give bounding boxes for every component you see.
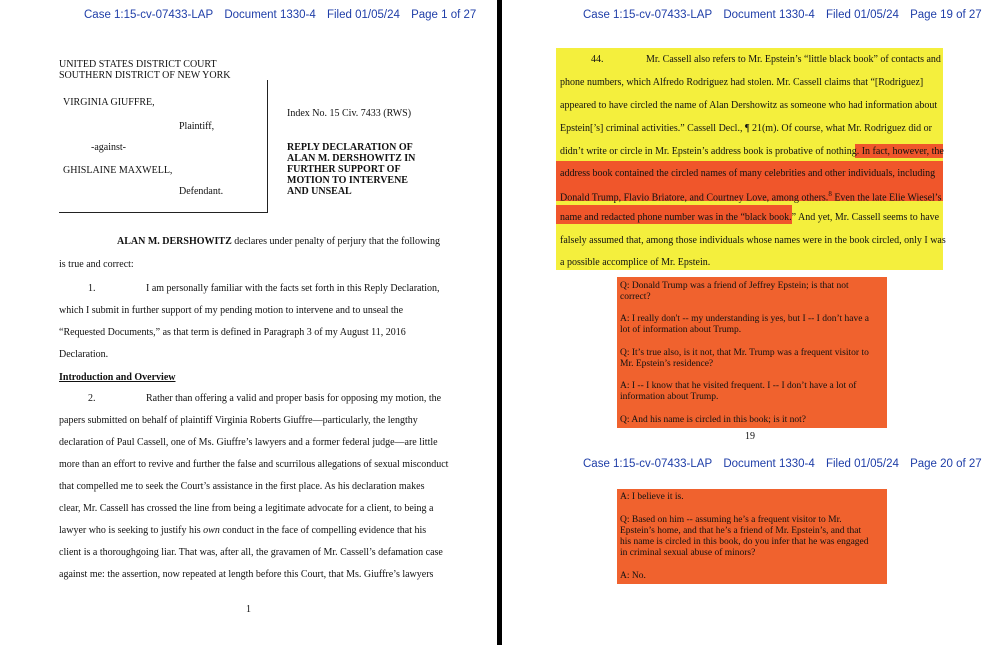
para2-line: Rather than offering a valid and proper basis for opposing my motion, the bbox=[146, 393, 442, 404]
case-number: Case 1:15-cv-07433-LAP bbox=[583, 458, 713, 470]
para1-line: which I submit in further support of my pending motion to intervene and to unseal the bbox=[59, 305, 404, 316]
text-span: And yet, Mr. Cassell seems to have bbox=[796, 212, 940, 223]
para44-line bbox=[560, 146, 944, 157]
text-span: In fact, however, the bbox=[861, 146, 944, 157]
para44-line: Epstein[’s] criminal activities.” Cassell Decl., ¶ 21(m). Of course, what Mr. Rodriguez did or bbox=[560, 123, 932, 134]
document-number: Document 1330-4 bbox=[723, 9, 815, 21]
filed-date: Filed 01/05/24 bbox=[825, 9, 899, 21]
para44-line: falsely assumed that, among those individuals whose names were in the book circled, only I was bbox=[560, 235, 946, 246]
para1-line: Declaration. bbox=[59, 349, 109, 360]
case-number: Case 1:15-cv-07433-LAP bbox=[583, 9, 713, 21]
intro-text: declares under penalty of perjury that the following bbox=[231, 236, 441, 247]
deposition-line: in criminal sexual abuse of minors? bbox=[620, 548, 756, 558]
case-header bbox=[583, 9, 990, 21]
title-line: MOTION TO INTERVENE bbox=[287, 175, 408, 186]
deposition-line: A: I believe it is. bbox=[620, 492, 684, 502]
title-line: FURTHER SUPPORT OF bbox=[287, 164, 401, 175]
deposition-line: Q: And his name is circled in this book; is it not? bbox=[620, 415, 807, 425]
against-label: -against- bbox=[91, 142, 126, 153]
para44-line bbox=[560, 212, 939, 223]
document-number: Document 1330-4 bbox=[224, 9, 316, 21]
deposition-line: A: No. bbox=[620, 571, 646, 581]
title-line: AND UNSEAL bbox=[287, 186, 352, 197]
deposition-line: A: I -- I know that he visited frequent. I -- I don’t have a lot of bbox=[620, 381, 857, 391]
deposition-line: information about Trump. bbox=[620, 392, 719, 402]
plaintiff-role: Plaintiff, bbox=[179, 121, 215, 132]
title-line: ALAN M. DERSHOWITZ IN bbox=[287, 153, 416, 164]
filed-date: Filed 01/05/24 bbox=[326, 9, 400, 21]
court-district: SOUTHERN DISTRICT OF NEW YORK bbox=[59, 70, 231, 81]
document-number: Document 1330-4 bbox=[723, 458, 815, 470]
document-page-1 bbox=[0, 0, 497, 645]
deposition-line: Q: Donald Trump was a friend of Jeffrey Epstein; is that not bbox=[620, 281, 849, 291]
defendant-role: Defendant. bbox=[179, 186, 224, 197]
paragraph-number: 2. bbox=[88, 393, 96, 404]
case-header bbox=[84, 9, 484, 21]
text-span: lawyer who is seeking to justify his bbox=[59, 525, 204, 536]
deposition-line: A: I really don't -- my understanding is yes, but I -- I don’t have a bbox=[620, 314, 870, 324]
para2-line: more than an effort to revive and further the false and scurrilous allegations of sexual misconduct bbox=[59, 459, 449, 470]
para2-line bbox=[59, 525, 426, 536]
deposition-line: Q: It’s true also, is it not, that Mr. Trump was a frequent visitor to bbox=[620, 348, 869, 358]
para2-line: papers submitted on behalf of plaintiff Virginia Roberts Giuffre—particularly, the lengthy bbox=[59, 415, 418, 426]
text-span: conduct in the face of compelling evidence that his bbox=[219, 525, 427, 536]
page-indicator: Page 1 of 27 bbox=[411, 9, 477, 21]
text-span: Donald Trump, Flavio Briatore, and Courtney Love, among others. bbox=[560, 192, 829, 204]
declarant-name: ALAN M. DERSHOWITZ bbox=[117, 236, 232, 247]
text-span: didn’t write or circle in Mr. Epstein’s address book is probative of nothing. bbox=[560, 146, 862, 157]
page-number: 19 bbox=[745, 431, 755, 442]
case-header bbox=[583, 458, 990, 470]
para44-line: Mr. Cassell also refers to Mr. Epstein’s “little black book” of contacts and bbox=[646, 54, 941, 65]
para1-line: “Requested Documents,” as that term is defined in Paragraph 3 of my August 11, 2016 bbox=[59, 327, 406, 338]
deposition-line: Q: Based on him -- assuming he’s a frequent visitor to Mr. bbox=[620, 515, 842, 525]
page-number: 1 bbox=[246, 604, 251, 615]
emphasis: own bbox=[203, 525, 220, 536]
paragraph-number: 1. bbox=[88, 283, 96, 294]
para44-line: address book contained the circled names of many celebrities and other individuals, including bbox=[560, 168, 936, 179]
deposition-line: correct? bbox=[620, 292, 651, 302]
plaintiff-name: VIRGINIA GIUFFRE, bbox=[63, 97, 155, 108]
document-title bbox=[287, 142, 415, 197]
page-indicator: Page 20 of 27 bbox=[910, 458, 982, 470]
deposition-line: lot of information about Trump. bbox=[620, 325, 742, 335]
section-heading: Introduction and Overview bbox=[59, 372, 176, 383]
text-span: Even the late Elie Wiesel’s bbox=[831, 192, 942, 204]
para44-line: phone numbers, which Alfredo Rodriguez had stolen. Mr. Cassell claims that “[Rodriguez] bbox=[560, 77, 924, 88]
para44-line: a possible accomplice of Mr. Epstein. bbox=[560, 257, 711, 268]
index-number: Index No. 15 Civ. 7433 (RWS) bbox=[287, 108, 412, 119]
deposition-line: Epstein’s home, and that he’s a friend of Mr. Epstein’s, and that bbox=[620, 526, 862, 536]
filed-date: Filed 01/05/24 bbox=[825, 458, 899, 470]
para44-line: appeared to have circled the name of Alan Dershowitz as someone who had information about bbox=[560, 100, 938, 111]
para2-line: clear, Mr. Cassell has crossed the line from being a legitimate advocate for a client, to being a bbox=[59, 503, 434, 514]
case-number: Case 1:15-cv-07433-LAP bbox=[84, 9, 214, 21]
intro-line bbox=[117, 236, 440, 247]
para2-line: client is a thoroughgoing liar. That was, after all, the gravamen of Mr. Cassell’s defamation case bbox=[59, 547, 443, 558]
para1-line: I am personally familiar with the facts set forth in this Reply Declaration, bbox=[146, 283, 440, 294]
para44-line bbox=[560, 190, 941, 203]
para2-line: that compelled me to seek the Court’s assistance in the first place. As his declaration makes bbox=[59, 481, 425, 492]
deposition-line: his name is circled in this book, do you infer that he was engaged bbox=[620, 537, 869, 547]
paragraph-number: 44. bbox=[591, 54, 604, 65]
deposition-line: Mr. Epstein’s residence? bbox=[620, 359, 714, 369]
title-line: REPLY DECLARATION OF bbox=[287, 142, 413, 153]
para2-line: declaration of Paul Cassell, one of Ms. Giuffre’s lawyers and a former federal judge—are little bbox=[59, 437, 438, 448]
defendant-name: GHISLAINE MAXWELL, bbox=[63, 165, 173, 176]
footnote-marker: 8 bbox=[828, 190, 832, 198]
para2-line: against me: the assertion, now repeated at length before this Court, that Ms. Giuffre’s lawyers bbox=[59, 569, 434, 580]
text-span: name and redacted phone number was in the “black book.” bbox=[560, 212, 797, 223]
court-name: UNITED STATES DISTRICT COURT bbox=[59, 59, 217, 70]
page-indicator: Page 19 of 27 bbox=[910, 9, 982, 21]
intro-line-2: is true and correct: bbox=[59, 259, 134, 270]
